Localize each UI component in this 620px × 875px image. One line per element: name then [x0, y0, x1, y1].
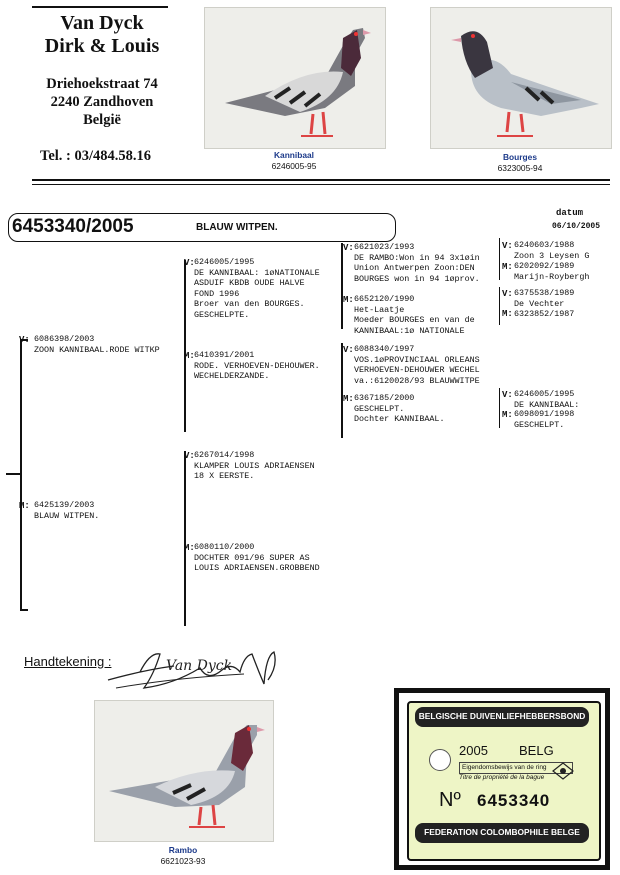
- country: België: [83, 112, 121, 128]
- gen2-dam-dam: 6080110/2000 DOCHTER 091/96 SUPER AS LOUIS ADRIAENSEN.GROBBEND: [194, 542, 320, 573]
- kannibaal-photo: [204, 7, 386, 149]
- datum-value: 06/10/2005: [552, 222, 601, 231]
- label-v-gen2b: V:: [184, 451, 195, 461]
- gen4-6: 6098091/1998 GESCHELPT.: [514, 409, 575, 430]
- label-m-gen3a: M:: [343, 295, 354, 305]
- breeder-name-1: Van Dyck: [60, 12, 144, 34]
- crest-svg: [551, 759, 575, 783]
- signature-text: Van Dyck: [166, 658, 233, 674]
- label-m-gen4a: M:: [502, 262, 513, 272]
- label-m-gen2a: M:: [184, 351, 195, 361]
- crest-icon: [551, 759, 575, 788]
- line-gen2-upper: [184, 260, 186, 432]
- signature-label: Handtekening :: [24, 654, 112, 669]
- certificate-number: 6453340: [477, 791, 551, 810]
- certificate-year: 2005: [459, 743, 488, 758]
- label-m-gen2b: M:: [184, 543, 195, 553]
- line-gen3-upper: [341, 243, 343, 329]
- ring-number: 6453340/2005: [12, 216, 134, 237]
- breeder-name-2: Dirk & Louis: [44, 35, 160, 57]
- certificate-text1: Eigendomsbewijs van de ring: [459, 762, 573, 774]
- gen3-3: 6088340/1997 VOS.1øPROVINCIAAL ORLEANS VERHOEVEN-DEHOUWER WECHEL va.:6120028/93 BLAUWWITPE: [354, 344, 480, 386]
- label-m-gen4c: M:: [502, 410, 513, 420]
- gen4-5: 6246005/1995 DE KANNIBAAL:: [514, 389, 580, 410]
- gen3-2: 6652120/1990 Het-Laatje Moeder BOURGES en van de KANNIBAAL:1ø NATIONALE: [354, 294, 475, 336]
- gen4-1: 6240603/1988 Zoon 3 Leysen G: [514, 240, 590, 261]
- certificate-bottom-text: FEDERATION COLOMBOPHILE BELGE: [424, 827, 580, 837]
- label-v-gen3a: V:: [343, 243, 354, 253]
- datum-label: datum: [556, 208, 584, 218]
- gen4-2: 6202092/1989 Marijn-Roybergh: [514, 261, 590, 282]
- bourges-name: Bourges: [503, 152, 537, 162]
- line-gen4-2: [499, 287, 500, 325]
- kannibaal-name: Kannibaal: [273, 150, 315, 160]
- label-m-gen1: M:: [19, 501, 30, 511]
- label-v-gen2a: V:: [184, 258, 195, 268]
- gen2-dam-sire: 6267014/1998 KLAMPER LOUIS ADRIAENSEN 18 X EERSTE.: [194, 450, 315, 481]
- line-gen4-1: [499, 238, 500, 280]
- certificate-text2: Titre de propriété de la bague: [459, 774, 545, 781]
- gen4-4: 6323852/1987: [514, 309, 575, 319]
- pigeon-bourges-image: [431, 8, 611, 148]
- telephone: Tel. : 03/484.58.16: [40, 148, 152, 164]
- certificate-no-label: Nº: [439, 789, 461, 811]
- label-v-gen1: V:: [19, 335, 30, 345]
- gen4-3: 6375538/1989 De Vechter: [514, 288, 575, 309]
- line-gen2-lower: [184, 451, 186, 626]
- gen2-sire-sire: 6246005/1995 DE KANNIBAAL: 1øNATIONALE ASDUIF KBDB OUDE HALVE FOND 1996 Broer van den BOURGES. GESCHELPTE.: [194, 257, 320, 320]
- rambo-photo: [94, 700, 274, 842]
- label-m-gen3b: M:: [343, 394, 354, 404]
- city: 2240 Zandhoven: [50, 94, 154, 110]
- header-top-rule: [32, 6, 168, 8]
- pigeon-color: BLAUW WITPEN.: [196, 222, 278, 233]
- hole-left: [429, 749, 451, 771]
- label-m-gen4b: M:: [502, 309, 513, 319]
- bourges-ring: 6323005-94: [497, 163, 543, 173]
- line-gen3-lower: [341, 343, 343, 438]
- gen1-dam: 6425139/2003 BLAUW WITPEN.: [34, 500, 100, 521]
- rambo-ring: 6621023-93: [160, 856, 206, 866]
- ring-certificate: [394, 688, 610, 870]
- signature: [104, 646, 280, 698]
- line-gen4-3: [499, 388, 500, 428]
- gen2-sire-dam: 6410391/2001 RODE. VERHOEVEN-DEHOUWER. WECHELDERZANDE.: [194, 350, 320, 381]
- street: Driehoekstraat 74: [46, 76, 158, 92]
- certificate-country: BELG: [519, 743, 554, 758]
- gen1-sire: 6086398/2003 ZOON KANNIBAAL.RODE WITKP: [34, 334, 160, 355]
- certificate-top-text: BELGISCHE DUIVENLIEFHEBBERSBOND: [418, 711, 586, 721]
- bourges-photo: [430, 7, 612, 149]
- pigeon-rambo-image: [95, 701, 273, 841]
- line-root: [6, 473, 20, 475]
- kannibaal-ring: 6246005-95: [271, 161, 317, 171]
- rambo-name: Rambo: [168, 845, 198, 855]
- header-separator-2: [32, 184, 610, 185]
- pigeon-kannibaal-image: [205, 8, 385, 148]
- line-gen1-bottom: [20, 609, 28, 611]
- label-v-gen4c: V:: [502, 390, 513, 400]
- header-separator-1: [32, 179, 610, 181]
- label-v-gen3b: V:: [343, 345, 354, 355]
- line-gen1: [20, 339, 22, 611]
- label-v-gen4a: V:: [502, 241, 513, 251]
- gen3-1: 6621023/1993 DE RAMBO:Won in 94 3x1øin Union Antwerpen Zoon:DEN BOURGES won in 94 1øprov.: [354, 242, 480, 284]
- label-v-gen4b: V:: [502, 289, 513, 299]
- gen3-4: 6367185/2000 GESCHELPT. Dochter KANNIBAAL.: [354, 393, 445, 424]
